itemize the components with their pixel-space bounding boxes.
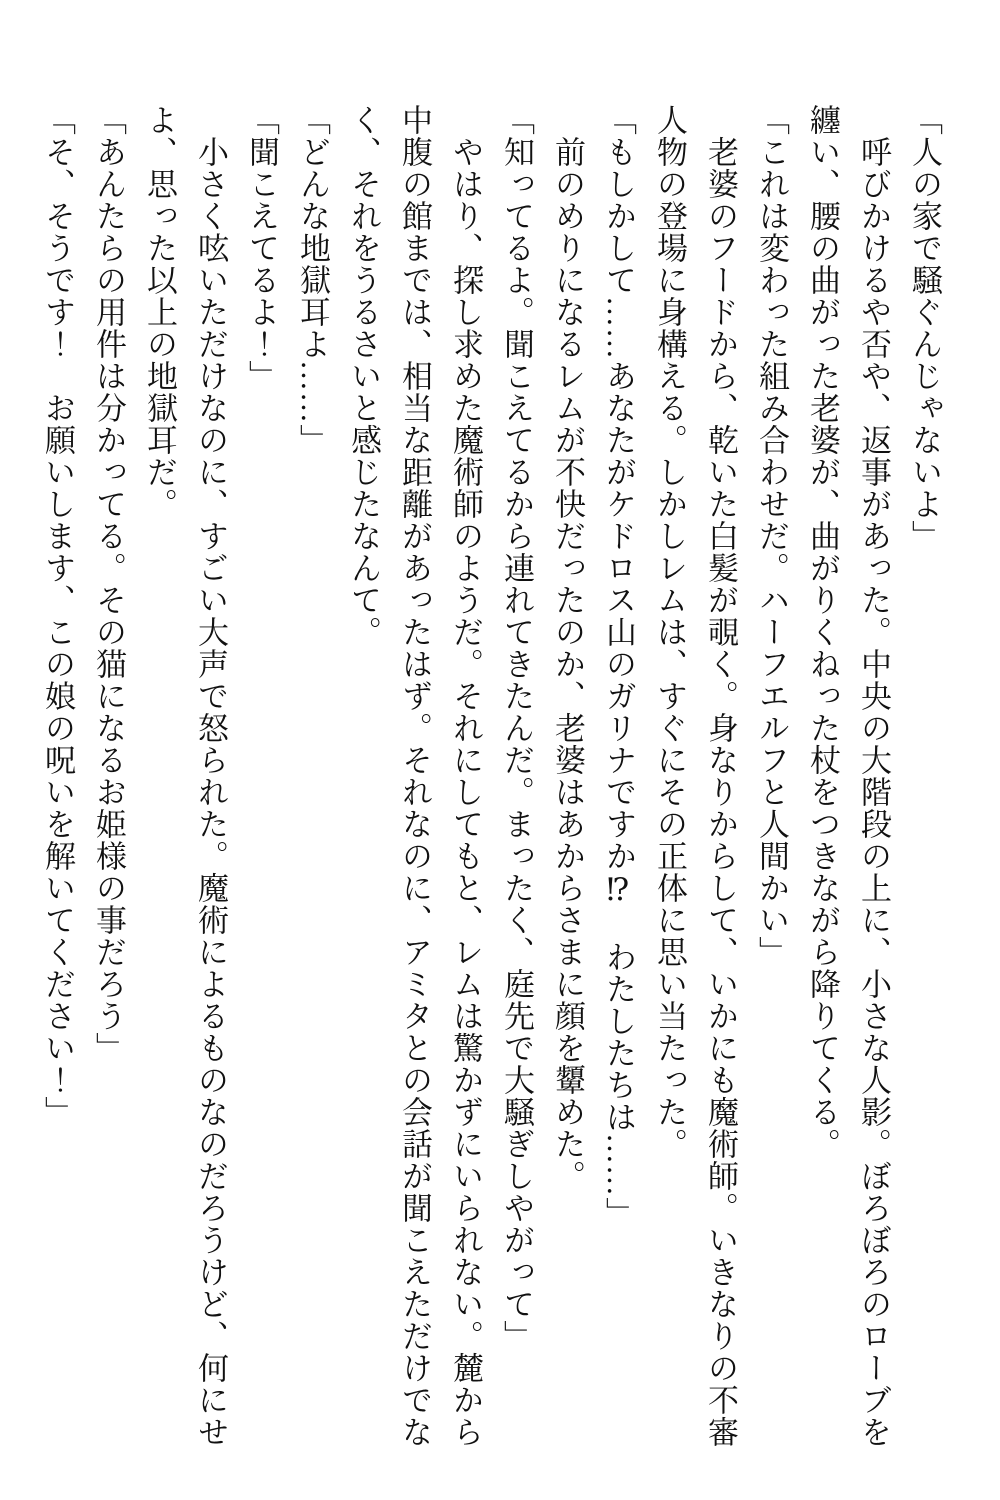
novel-text (32, 104, 950, 1464)
paragraph: 「知ってるよ。聞こえてるから連れてきたんだ。まったく、庭先で大騒ぎしやがって」 (499, 104, 534, 1352)
paragraph: 小さく呟いただけなのに、すごい大声で怒られた。魔術によるものなのだろうけど、何にせよ、思った以上の地獄耳だ。 (142, 104, 228, 1448)
paragraph: 「もしかして……あなたがケドロス山のガリナですか⁉ わたしたちは……」 (601, 104, 636, 1229)
paragraph: 老婆のフードから、乾いた白髪が覗く。身なりからして、いかにも魔術師。いきなりの不審人物の登場に身構える。しかしレムは、すぐにその正体に思い当たった。 (652, 104, 738, 1448)
paragraph: 「人の家で騒ぐんじゃないよ」 (907, 104, 942, 552)
paragraph: やはり、探し求めた魔術師のようだ。それにしてもと、レムは驚かずにいられない。麓から中腹の館までは、相当な距離があったはず。それなのに、アミタとの会話が聞こえただけでなく、それをうるさいと感じたなんて。 (346, 104, 483, 1448)
paragraph: 「これは変わった組み合わせだ。ハーフエルフと人間かい」 (754, 104, 789, 968)
paragraph: 「そ、そうです！ お願いします、この娘の呪いを解いてください！」 (40, 104, 75, 1128)
paragraph: 「聞こえてるよ！」 (244, 104, 279, 392)
paragraph: 前のめりになるレムが不快だったのか、老婆はあからさまに顔を顰めた。 (550, 104, 585, 1192)
paragraph: 呼びかけるや否や、返事があった。中央の大階段の上に、小さな人影。ぼろぼろのローブを纏い、腰の曲がった老婆が、曲がりくねった杖をつきながら降りてくる。 (805, 104, 891, 1448)
paragraph: 「どんな地獄耳よ……」 (295, 104, 330, 456)
paragraph: 「あんたらの用件は分かってる。その猫になるお姫様の事だろう」 (91, 104, 126, 1064)
